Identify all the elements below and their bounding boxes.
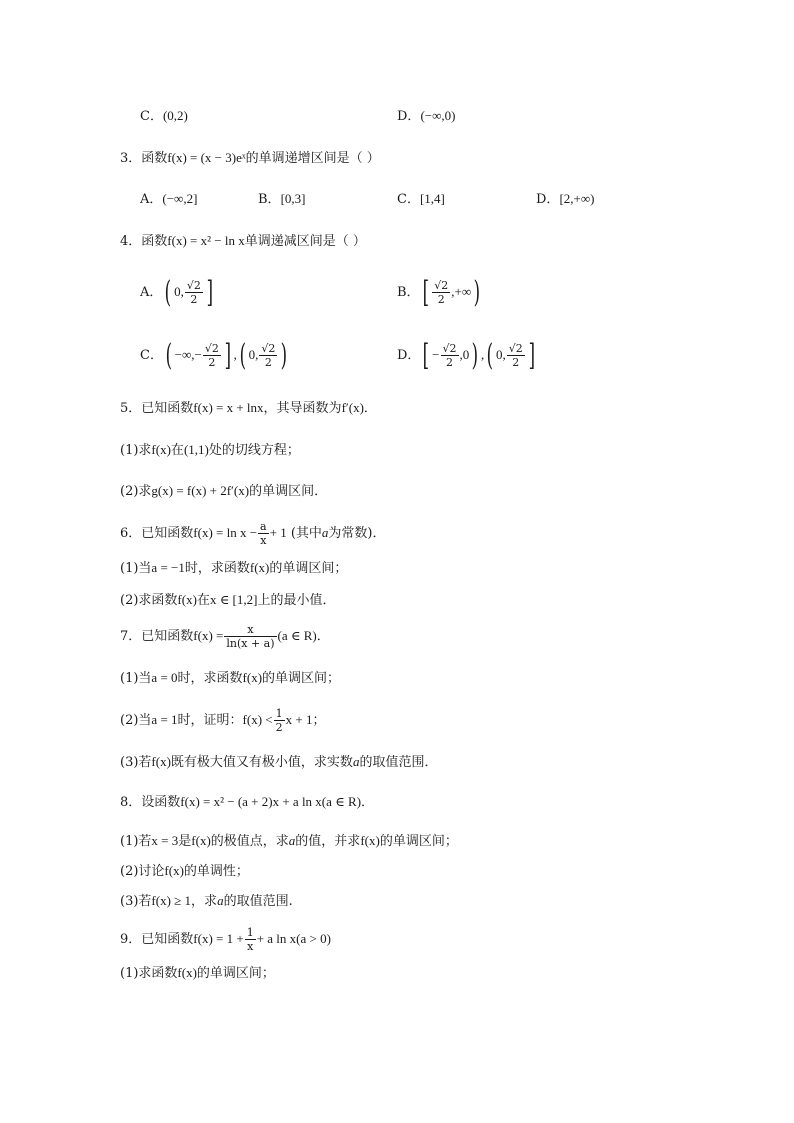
part-text: (3)若 <box>120 755 152 770</box>
part-math: (1,1) <box>183 442 209 457</box>
numerator: √2 <box>186 279 201 292</box>
fraction <box>203 342 221 369</box>
numerator: √2 <box>204 342 219 355</box>
fraction <box>245 926 256 953</box>
q3-stem <box>120 148 380 169</box>
part-text: 上的最小值． <box>257 593 336 608</box>
option-label: B． <box>397 285 420 300</box>
numerator: √2 <box>434 279 449 292</box>
part-text: (3)若 <box>120 894 152 909</box>
stem-text: 9．已知函数 <box>120 932 194 947</box>
q4-option-d: D．[ − $\frac{√2}{2}$ ,0) ,( 0, $\frac{√2}{2}$ ] <box>397 337 535 373</box>
option-label: C． <box>397 192 420 207</box>
option-label: A． <box>140 192 163 207</box>
fraction <box>507 342 525 369</box>
q8-part-3 <box>120 891 293 912</box>
option-math: (−∞,2] <box>162 191 198 206</box>
part-math: a <box>217 893 224 908</box>
part-math: f(x) <box>151 754 171 769</box>
part-text: 的值，并求 <box>295 834 361 849</box>
option-math: −∞,− <box>174 347 202 362</box>
option-math: − <box>432 347 440 362</box>
part-math: x = 3 <box>151 833 179 848</box>
option-math: [1,4] <box>419 191 445 206</box>
part-text: (1)若 <box>120 834 152 849</box>
stem-text: 4．函数 <box>120 234 168 249</box>
part-math: f(x) <box>151 442 171 457</box>
fraction <box>259 342 277 369</box>
part-text: 的单调区间； <box>269 561 348 576</box>
numerator: x <box>224 623 276 637</box>
stem-text: 7．已知函数 <box>120 629 194 644</box>
denominator: 2 <box>437 293 445 306</box>
stem-math: f(x) = 1 + <box>193 931 244 946</box>
stem-text: 8．设函数 <box>120 795 181 810</box>
numerator: 1 <box>275 707 283 720</box>
numerator: √2 <box>442 342 457 355</box>
q3-option-a <box>140 189 197 210</box>
option-math: 0, <box>174 284 184 299</box>
part-text: 的取值范围． <box>359 755 438 770</box>
option-math: 0, <box>248 347 259 362</box>
stem-text: ． <box>316 629 330 644</box>
q7-part-3 <box>120 752 437 773</box>
q5-part-2 <box>120 481 327 502</box>
numerator: √2 <box>261 342 276 355</box>
part-text: 时，求函数 <box>184 561 250 576</box>
stem-math: f(x) = x² − (a + 2)x + a ln x(a ∈ R) <box>180 794 362 809</box>
q7-part-2 <box>120 703 325 738</box>
part-math: a = 1 <box>151 712 178 727</box>
q6-part-2 <box>120 590 335 611</box>
part-text: (2)当 <box>120 713 152 728</box>
stem-math: f(x) = (x − 3)eˣ <box>167 150 246 165</box>
part-text: 的极值点，求 <box>210 834 289 849</box>
part-math: a = −1 <box>151 560 185 575</box>
numerator: a <box>260 520 267 533</box>
stem-text: 6．已知函数 <box>120 526 194 541</box>
option-math: (−∞,0) <box>420 108 456 123</box>
fraction <box>432 279 450 306</box>
part-math: f(x) < <box>242 712 273 727</box>
q2-option-d <box>397 106 455 127</box>
denominator: 2 <box>512 356 520 369</box>
part-text: 既有极大值又有极小值，求实数 <box>170 755 353 770</box>
stem-text: 3．函数 <box>120 151 168 166</box>
stem-text: ． <box>363 401 377 416</box>
q4-option-c: C．( −∞,− $\frac{√2}{2}$ ] ,( 0, $\frac{√2}{2}$ ) <box>140 337 288 373</box>
fraction <box>185 279 203 306</box>
option-label: A． <box>140 285 163 300</box>
numerator: √2 <box>508 342 523 355</box>
option-label: C． <box>140 348 163 363</box>
q7-part-1 <box>120 668 340 689</box>
part-text: 的单调区间； <box>379 834 458 849</box>
part-text: 的取值范围. <box>223 894 293 909</box>
part-text: (1)求函数 <box>120 966 178 981</box>
part-text: (1)求 <box>120 443 152 458</box>
part-math: a = 0 <box>151 670 178 685</box>
part-math: g(x) = f(x) + 2f′(x) <box>151 483 250 498</box>
stem-math: + a ln x(a > 0) <box>256 931 331 946</box>
denominator: x <box>247 940 254 953</box>
q3-option-c <box>397 189 445 210</box>
q9-stem <box>120 922 331 957</box>
q4-option-a: A．( 0, $\frac{√2}{2}$ ] <box>140 274 213 310</box>
denominator: 2 <box>190 293 198 306</box>
q7-stem <box>120 618 330 655</box>
stem-text: 的单调递增区间是（ ） <box>245 151 380 166</box>
q3-option-d <box>536 189 594 210</box>
denominator: ln(x + a) <box>226 637 275 650</box>
fraction <box>441 342 459 369</box>
stem-text: 5．已知函数 <box>120 401 194 416</box>
q6-stem <box>120 516 386 551</box>
fraction <box>224 623 276 650</box>
part-text: 在 <box>196 593 210 608</box>
q6-part-1 <box>120 558 347 579</box>
option-math: ,+∞ <box>451 284 472 299</box>
part-text: 的单调区间． <box>249 484 328 499</box>
part-text: (1)当 <box>120 671 152 686</box>
part-math: a <box>352 754 360 769</box>
option-math: [2,+∞) <box>559 191 595 206</box>
part-math: f(x) <box>164 863 184 878</box>
numerator: 1 <box>246 926 254 939</box>
denominator: 2 <box>446 356 453 369</box>
option-label: D． <box>397 109 421 124</box>
part-math: f(x) <box>242 670 263 685</box>
denominator: 2 <box>208 356 216 369</box>
option-label: D． <box>536 192 560 207</box>
stem-math: f(x) = x² − ln x <box>167 233 245 248</box>
stem-math: (a ∈ R) <box>277 628 317 643</box>
part-math: a <box>288 833 296 848</box>
q4-option-b: B．[ $\frac{√2}{2}$ ,+∞) <box>397 274 481 310</box>
part-math: x + 1 <box>285 712 313 727</box>
fraction <box>258 520 269 547</box>
option-math: [0,3] <box>280 191 306 206</box>
q3-option-b <box>258 189 305 210</box>
option-label: C． <box>140 109 163 124</box>
denominator: 2 <box>264 356 272 369</box>
option-label: D． <box>397 348 421 363</box>
stem-math: f(x) = ln x − <box>193 525 258 540</box>
stem-text: 为常数)． <box>328 526 386 541</box>
q8-part-2 <box>120 861 249 882</box>
stem-text: (其中 <box>290 526 322 541</box>
stem-math: + 1 <box>269 525 287 540</box>
option-math: 0, <box>495 347 506 362</box>
part-text: ； <box>312 713 326 728</box>
part-text: 是 <box>178 834 192 849</box>
part-text: ，求 <box>191 894 218 909</box>
part-text: 处的切线方程； <box>208 443 300 458</box>
q9-part-1 <box>120 963 275 984</box>
part-text: 的单调区间； <box>262 671 341 686</box>
part-text: (1)当 <box>120 561 152 576</box>
part-math: f(x) ≥ 1 <box>151 893 192 908</box>
q2-option-c <box>140 106 188 127</box>
part-text: 时，证明： <box>177 713 243 728</box>
denominator: 2 <box>275 721 283 734</box>
part-math: f(x) <box>177 965 197 980</box>
q4-stem <box>120 231 366 252</box>
stem-math: f′(x) <box>341 400 364 415</box>
stem-text: ，其导函数为 <box>263 401 342 416</box>
stem-math: f(x) = <box>193 628 224 643</box>
part-text: 在 <box>170 443 184 458</box>
stem-math: a <box>321 525 329 540</box>
part-math: f(x) <box>249 560 270 575</box>
stem-math: f(x) = x + lnx <box>193 400 264 415</box>
q8-part-1 <box>120 831 458 852</box>
option-math: ,0 <box>459 347 470 362</box>
part-text: 的单调性； <box>183 864 249 879</box>
q8-stem <box>120 792 374 813</box>
part-math: f(x) <box>177 592 197 607</box>
part-text: (2)求函数 <box>120 593 178 608</box>
stem-text: ． <box>361 795 375 810</box>
part-math: f(x) <box>191 833 211 848</box>
q5-stem <box>120 398 377 419</box>
part-text: (2)讨论 <box>120 864 165 879</box>
part-text: 的单调区间； <box>196 966 275 981</box>
part-math: f(x) <box>360 833 380 848</box>
option-label: B． <box>258 192 281 207</box>
stem-text: 单调递减区间是（ ） <box>244 234 366 249</box>
q5-part-1 <box>120 440 300 461</box>
part-text: 时，求函数 <box>177 671 243 686</box>
part-text: (2)求 <box>120 484 152 499</box>
fraction <box>274 707 285 734</box>
denominator: x <box>260 534 267 547</box>
part-math: x ∈ [1,2] <box>209 592 258 607</box>
option-math: (0,2) <box>162 108 188 123</box>
